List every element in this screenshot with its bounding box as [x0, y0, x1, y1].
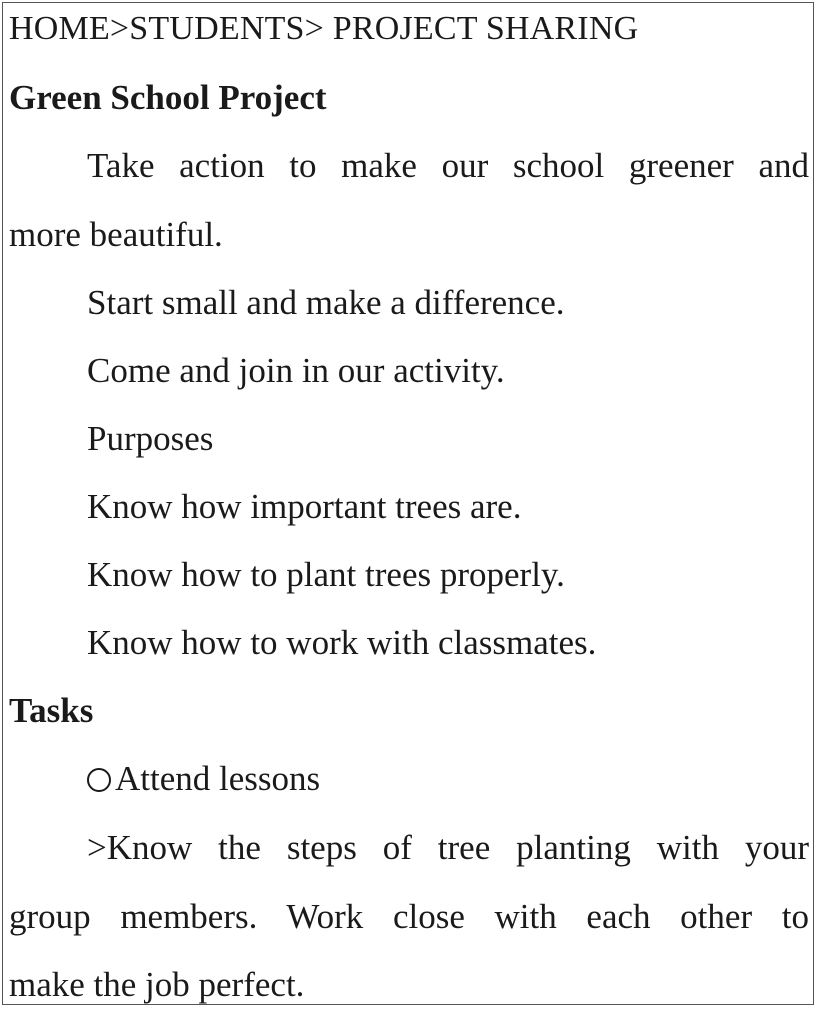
task-item: [87, 759, 809, 799]
breadcrumb: HOME>STUDENTS> PROJECT SHARING: [9, 10, 639, 47]
intro-line-1: Take action to make our school greener and: [87, 146, 809, 185]
slogan-1: Start small and make a difference.: [87, 283, 565, 322]
task-detail-line-3: make the job perfect.: [9, 965, 305, 1004]
purpose-item-1: Know how important trees are.: [87, 487, 522, 526]
task-item-label: Attend lessons: [115, 759, 321, 798]
slogan-2: Come and join in our activity.: [87, 351, 505, 390]
document-page: [2, 2, 814, 1005]
page-title: Green School Project: [9, 78, 327, 117]
task-detail-line-1: >Know the steps of tree planting with your: [87, 828, 809, 867]
task-detail-line-2: group members. Work close with each other to: [9, 897, 809, 936]
circle-icon: [87, 768, 111, 792]
purpose-item-3: Know how to work with classmates.: [87, 623, 597, 662]
tasks-heading: Tasks: [9, 691, 94, 730]
intro-line-2: more beautiful.: [9, 215, 223, 254]
purposes-heading: Purposes: [87, 419, 214, 458]
purpose-item-2: Know how to plant trees properly.: [87, 555, 565, 594]
